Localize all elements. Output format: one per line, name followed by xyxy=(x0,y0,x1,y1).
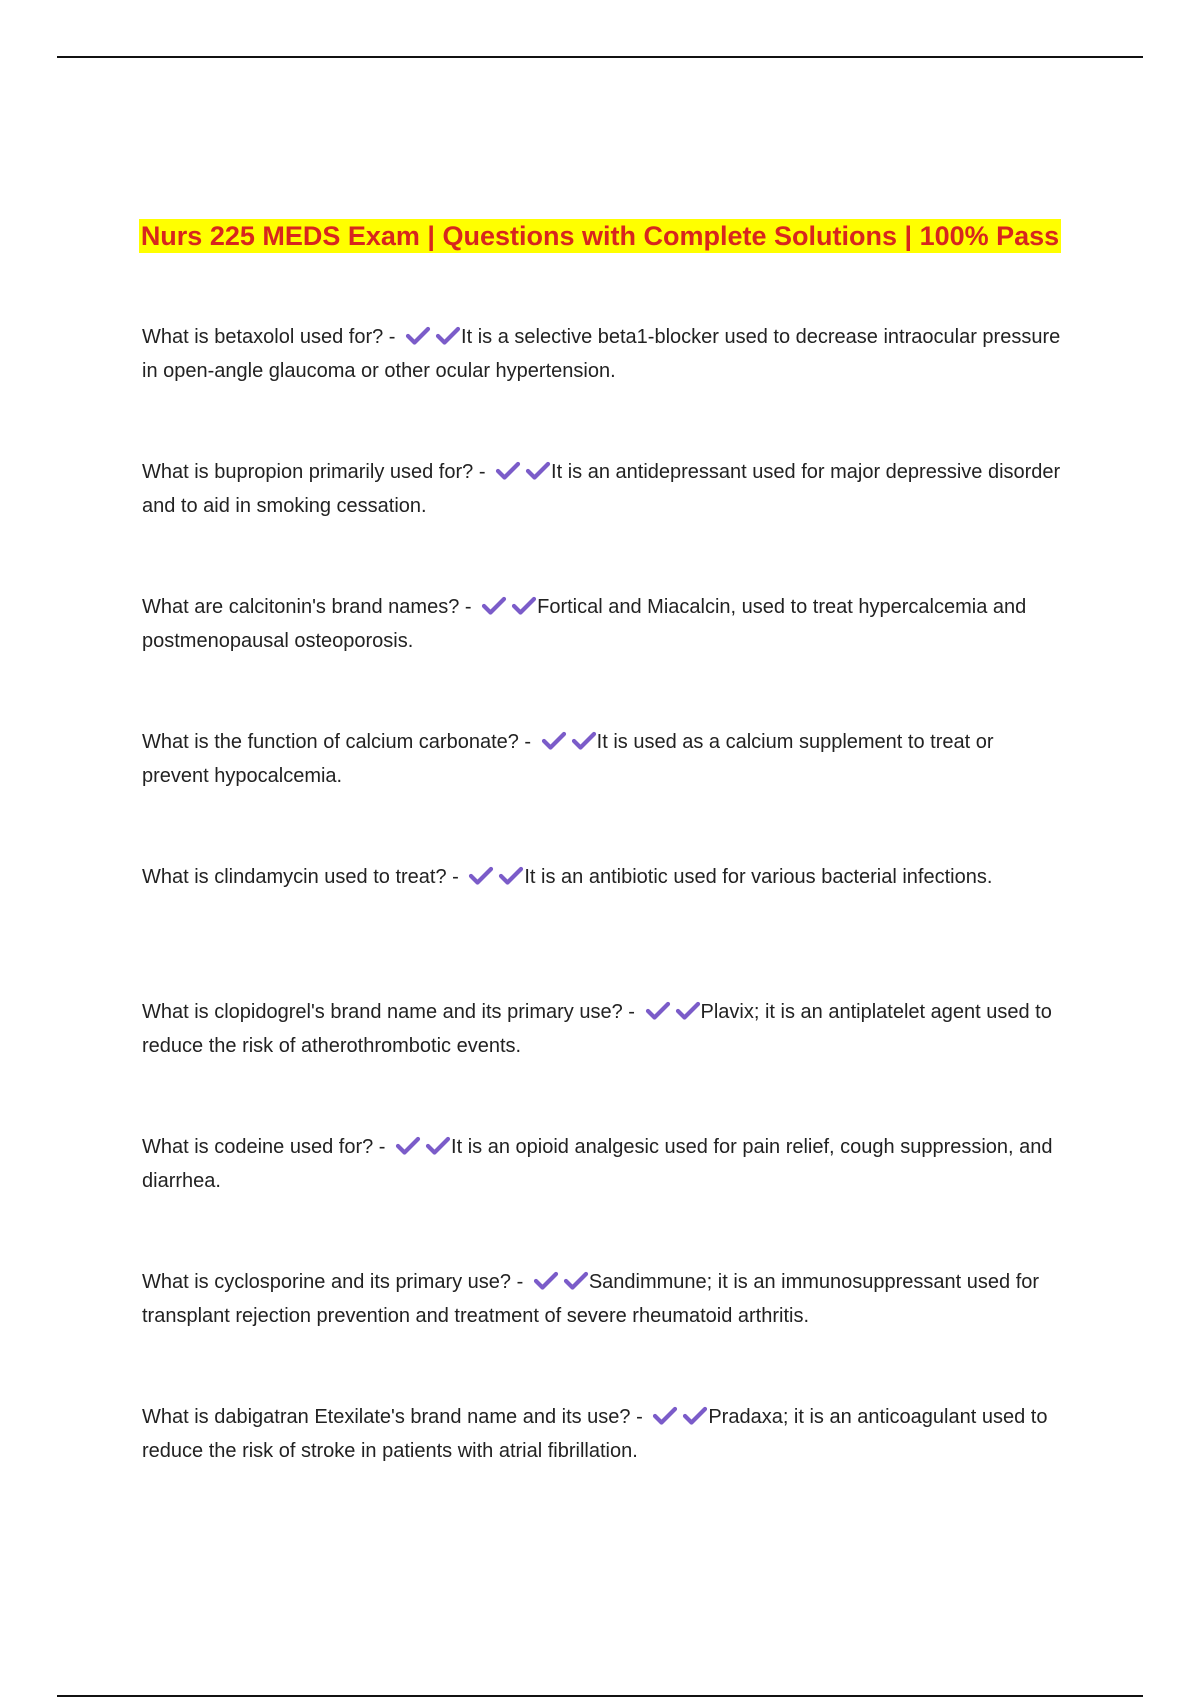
answer-text: Plavix; it is an antiplatelet agent used to reduce the risk of atherothrombotic events. xyxy=(142,1001,1052,1057)
qa-item xyxy=(142,995,1062,1130)
qa-item xyxy=(142,725,1062,860)
answer-text: It is an antidepressant used for major depressive disorder and to aid in smoking cessation. xyxy=(142,461,1061,517)
question-text: What is betaxolol used for? xyxy=(142,326,384,348)
question-text: What is codeine used for? xyxy=(142,1136,374,1158)
separator: - xyxy=(459,596,478,618)
title-block xyxy=(130,214,1070,258)
question-text: What is clindamycin used to treat? xyxy=(142,866,447,888)
answer-text: It is a selective beta1-blocker used to decrease intraocular pressure in open-angle glaucoma or other ocular hypertension. xyxy=(142,326,1061,382)
question-text: What is the function of calcium carbonate? xyxy=(142,731,519,753)
answer-text: Fortical and Miacalcin, used to treat hypercalcemia and postmenopausal osteoporosis. xyxy=(142,596,1027,652)
answer-text: Sandimmune; it is an immunosuppressant used for transplant rejection prevention and treatment of severe rheumatoid arthritis. xyxy=(142,1271,1040,1327)
separator: - xyxy=(383,326,402,348)
check-icon xyxy=(675,1001,701,1021)
qa-item xyxy=(142,455,1062,590)
separator: - xyxy=(622,1001,641,1023)
check-icon xyxy=(652,1406,678,1426)
qa-item xyxy=(142,1130,1062,1265)
question-text: What is clopidogrel's brand name and its primary use? xyxy=(142,1001,623,1023)
question-text: What is bupropion primarily used for? xyxy=(142,461,474,483)
separator: - xyxy=(511,1271,529,1293)
qa-item xyxy=(142,860,1062,995)
check-icon xyxy=(405,326,431,346)
qa-item xyxy=(142,1265,1062,1400)
answer-text: It is an opioid analgesic used for pain relief, cough suppression, and diarrhea. xyxy=(142,1136,1053,1192)
separator: - xyxy=(630,1406,649,1428)
check-icon xyxy=(541,731,567,751)
qa-list xyxy=(142,320,1062,1535)
check-icon xyxy=(525,461,551,481)
qa-item xyxy=(142,590,1062,725)
check-icon xyxy=(395,1136,421,1156)
document-title: Nurs 225 MEDS Exam | Questions with Complete Solutions | 100% Pass xyxy=(140,221,1060,251)
question-text: What is cyclosporine and its primary use? xyxy=(142,1271,512,1293)
separator: - xyxy=(373,1136,392,1158)
separator: - xyxy=(446,866,465,888)
check-icon xyxy=(481,596,507,616)
check-icon xyxy=(563,1271,589,1291)
separator: - xyxy=(473,461,492,483)
qa-item xyxy=(142,1400,1062,1535)
answer-text: It is used as a calcium supplement to treat or prevent hypocalcemia. xyxy=(142,731,994,787)
top-rule xyxy=(57,56,1143,58)
bottom-rule xyxy=(57,1695,1143,1697)
check-icon xyxy=(511,596,537,616)
check-icon xyxy=(498,866,524,886)
qa-item xyxy=(142,320,1062,455)
check-icon xyxy=(533,1271,559,1291)
check-icon xyxy=(425,1136,451,1156)
question-text: What are calcitonin's brand names? xyxy=(142,596,460,618)
check-icon xyxy=(682,1406,708,1426)
check-icon xyxy=(571,731,597,751)
check-icon xyxy=(435,326,461,346)
answer-text: It is an antibiotic used for various bacterial infections. xyxy=(524,866,993,888)
answer-text: Pradaxa; it is an anticoagulant used to reduce the risk of stroke in patients with atrial fibrillation. xyxy=(142,1406,1048,1462)
check-icon xyxy=(495,461,521,481)
separator: - xyxy=(518,731,537,753)
question-text: What is dabigatran Etexilate's brand name and its use? xyxy=(142,1406,631,1428)
check-icon xyxy=(468,866,494,886)
check-icon xyxy=(645,1001,671,1021)
